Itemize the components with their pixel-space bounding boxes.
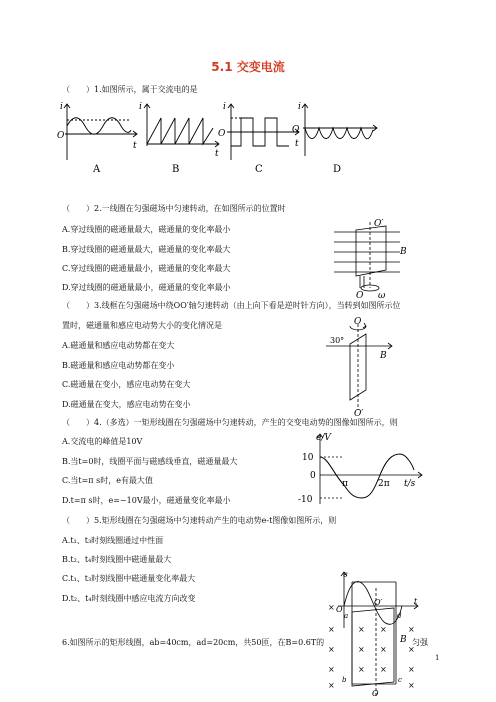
q4-option-a: A.交流电的峰值是10V: [62, 437, 143, 446]
field-cross: ×: [358, 625, 365, 634]
graph-d-i: i: [298, 102, 301, 112]
q4-option-b: B.当t=0时，线圈平面与磁感线垂直，磁通量最大: [62, 457, 238, 466]
q4-xlabel: t/s: [404, 479, 416, 489]
q5-figure: [322, 568, 422, 698]
q5-o-bottom-label: O: [372, 689, 379, 698]
q2-option-a: A.穿过线圈的磁通量最大，磁通量的变化率最小: [62, 225, 231, 234]
graph-b-t: t: [215, 149, 219, 159]
q4-xtick-pi: π: [342, 479, 348, 489]
q5-option-b: B.t₂、t₄时刻线圈中磁通量最大: [62, 555, 172, 564]
q2-option-b: B.穿过线圈的磁通量最大，磁通量的变化率最大: [62, 245, 231, 254]
q2-stem: （ ）2.一线圈在匀强磁场中匀速转动，在如图所示的位置时: [62, 204, 286, 213]
graph-d-o: O: [292, 125, 300, 135]
q4-graph: [296, 430, 446, 510]
field-cross: ×: [358, 665, 365, 674]
page-title: 5.1 交变电流: [211, 60, 285, 74]
graph-a-t: t: [133, 141, 137, 151]
graph-c-i: i: [223, 102, 226, 112]
q5-option-d: D.t₂、t₄时刻线圈中感应电流方向改变: [62, 594, 196, 603]
q5-b-label: b: [342, 676, 347, 684]
q3-option-b: B.磁通量和感应电动势都在变小: [62, 361, 175, 370]
q4-ytick-0: 0: [310, 471, 316, 481]
q5-b-field-label: B: [400, 635, 407, 645]
q6-stem: 6.如图所示的矩形线圈，ab=40cm，ad=20cm，共50匝，在B=0.6T的: [62, 638, 325, 647]
q4-option-d: D.t=π s时，e=−10V最小，磁通量变化率最小: [62, 496, 231, 505]
label-c: C: [255, 164, 263, 175]
graph-c: [227, 104, 299, 160]
q1-stem: （ ）1.如图所示，属于交流电的是: [62, 85, 198, 94]
label-b: B: [172, 164, 180, 175]
q2-o-prime: O′: [374, 219, 384, 229]
q2-option-d: D.穿过线圈的磁通量最小，磁通量的变化率最小: [62, 283, 231, 292]
q2-b-label: B: [400, 247, 407, 257]
field-cross: ×: [380, 665, 387, 674]
field-cross: ×: [328, 681, 335, 690]
q3-figure: [322, 316, 402, 416]
q4-xtick-2pi: 2π: [378, 479, 390, 489]
q4-ytick-10: 10: [302, 453, 314, 463]
q5-o-label: O: [336, 605, 343, 614]
graph-c-t: t: [295, 139, 299, 149]
q3-stem-line2: 置时，磁通量和感应电动势大小的变化情况是: [62, 321, 222, 330]
q5-c-label: c: [398, 676, 402, 684]
q3-o-label: O: [354, 317, 362, 327]
field-cross: ×: [328, 645, 335, 654]
q3-option-a: A.磁通量和感应电动势都在变大: [62, 341, 175, 350]
field-cross: ×: [328, 625, 335, 634]
q3-b-label: B: [380, 351, 387, 361]
q4-stem: （ ）4.（多选）一矩形线圈在匀强磁场中匀速转动，产生的交变电动势的图像如图所示，则: [62, 418, 398, 427]
graph-b: [144, 104, 219, 147]
field-cross: ×: [328, 665, 335, 674]
q2-option-c: C.穿过线圈的磁通量最小，磁通量的变化率最大: [62, 264, 231, 273]
q3-option-d: D.磁通量在变大，感应电动势在变小: [62, 400, 191, 409]
q5-e-label: e: [343, 570, 348, 579]
page-number: 1: [435, 654, 440, 662]
graph-b-i: i: [139, 102, 142, 112]
q2-omega-label: ω: [378, 291, 386, 301]
q4-option-c: C.当t=π s时，e有最大值: [62, 476, 153, 485]
field-cross: ×: [380, 625, 387, 634]
graph-a-o: O: [57, 131, 65, 141]
q3-stem-line1: （ ）3.线框在匀强磁场中绕OO′轴匀速转动（由上向下看是逆时针方向），当转到如图所示位: [62, 301, 401, 310]
label-a: A: [93, 164, 101, 175]
field-cross: ×: [408, 645, 415, 654]
q6-stem-tail: 匀强: [412, 638, 428, 647]
q2-o-label: O: [356, 291, 364, 301]
q5-t-label: t: [414, 597, 418, 606]
q5-option-a: A.t₁、t₃时刻线圈通过中性面: [62, 536, 164, 545]
graph-a-i: i: [60, 102, 63, 112]
q5-stem: （ ）5.矩形线圈在匀强磁场中匀速转动产生的电动势e-t图像如图所示，则: [62, 516, 337, 525]
q5-o-prime-label: O′: [374, 598, 383, 607]
q5-option-c: C.t₁、t₃时刻线圈中磁通量变化率最大: [62, 574, 196, 583]
graph-d: [302, 104, 377, 156]
field-cross: ×: [408, 625, 415, 634]
q2-figure: [330, 218, 410, 302]
field-cross: ×: [358, 645, 365, 654]
label-d: D: [333, 164, 342, 175]
q3-angle-label: 30°: [330, 336, 345, 345]
q5-d-label: d: [397, 612, 402, 620]
q5-a-label: a: [344, 612, 349, 620]
field-cross: ×: [408, 665, 415, 674]
field-cross: ×: [380, 645, 387, 654]
q3-option-c: C.磁通量在变小，感应电动势在变大: [62, 380, 191, 389]
graph-a: [64, 104, 137, 160]
field-cross: ×: [328, 603, 335, 612]
q1-graphs: [55, 98, 385, 178]
q4-ylabel: e/V: [316, 433, 331, 443]
q4-ytick-neg10: -10: [298, 495, 313, 505]
graph-c-o: O: [218, 129, 226, 139]
field-cross: ×: [408, 681, 415, 690]
q3-o-prime-label: O′: [354, 409, 364, 416]
